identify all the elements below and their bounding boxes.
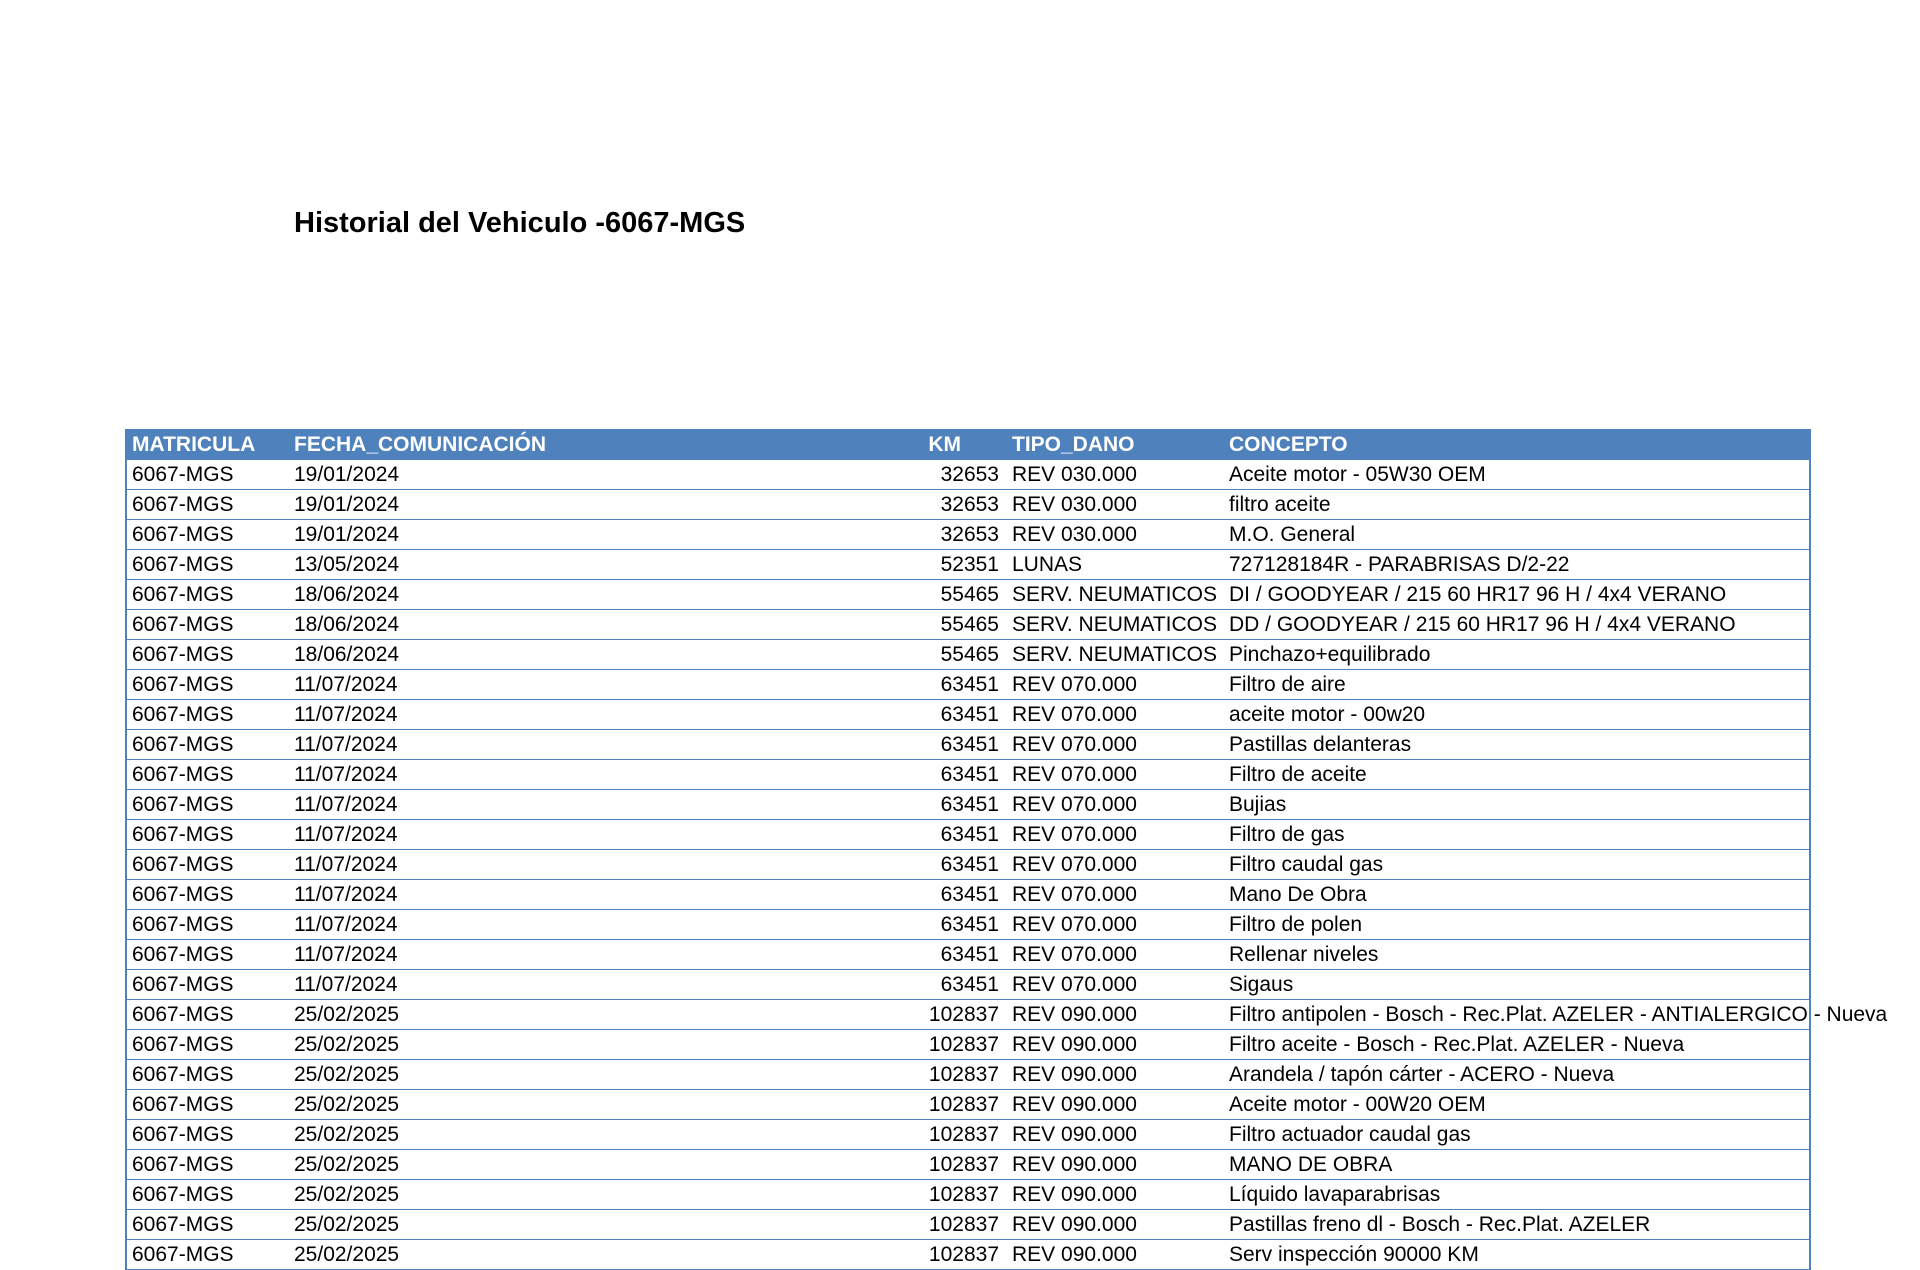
matricula-cell: 6067-MGS [126, 670, 289, 700]
km-cell: 32653 [723, 460, 1007, 490]
table-row [126, 1030, 1810, 1060]
concepto-cell: Filtro de aire [1224, 670, 1810, 700]
tipo-dano-cell: REV 090.000 [1007, 1240, 1224, 1270]
table-row [126, 670, 1810, 700]
concepto-cell: Bujias [1224, 790, 1810, 820]
concepto-cell: Mano De Obra [1224, 880, 1810, 910]
table-row [126, 880, 1810, 910]
km-cell: 102837 [723, 1120, 1007, 1150]
fecha-cell: 11/07/2024 [289, 940, 723, 970]
concepto-cell: Arandela / tapón cárter - ACERO - Nueva [1224, 1060, 1810, 1090]
matricula-cell: 6067-MGS [126, 610, 289, 640]
fecha-cell: 18/06/2024 [289, 580, 723, 610]
concepto-cell: Filtro actuador caudal gas [1224, 1120, 1810, 1150]
table-row [126, 1180, 1810, 1210]
fecha-cell: 11/07/2024 [289, 970, 723, 1000]
concepto-cell: DD / GOODYEAR / 215 60 HR17 96 H / 4x4 VERANO [1224, 610, 1810, 640]
table-row [126, 970, 1810, 1000]
matricula-cell: 6067-MGS [126, 580, 289, 610]
header-concepto: CONCEPTO [1224, 430, 1810, 460]
matricula-cell: 6067-MGS [126, 1090, 289, 1120]
table-row [126, 700, 1810, 730]
fecha-cell: 11/07/2024 [289, 670, 723, 700]
fecha-cell: 11/07/2024 [289, 700, 723, 730]
tipo-dano-cell: LUNAS [1007, 550, 1224, 580]
fecha-cell: 25/02/2025 [289, 1240, 723, 1270]
matricula-cell: 6067-MGS [126, 1030, 289, 1060]
concepto-cell: M.O. General [1224, 520, 1810, 550]
matricula-cell: 6067-MGS [126, 550, 289, 580]
table-row [126, 1210, 1810, 1240]
table-row [126, 1120, 1810, 1150]
fecha-cell: 25/02/2025 [289, 1120, 723, 1150]
fecha-cell: 11/07/2024 [289, 790, 723, 820]
table-row [126, 1060, 1810, 1090]
matricula-cell: 6067-MGS [126, 1150, 289, 1180]
matricula-cell: 6067-MGS [126, 700, 289, 730]
km-cell: 63451 [723, 850, 1007, 880]
header-tipo-dano: TIPO_DANO [1007, 430, 1224, 460]
fecha-cell: 25/02/2025 [289, 1210, 723, 1240]
table-row [126, 850, 1810, 880]
matricula-cell: 6067-MGS [126, 910, 289, 940]
fecha-cell: 25/02/2025 [289, 1000, 723, 1030]
table-row [126, 1150, 1810, 1180]
concepto-cell: Filtro caudal gas [1224, 850, 1810, 880]
km-cell: 102837 [723, 1090, 1007, 1120]
concepto-cell: Filtro de polen [1224, 910, 1810, 940]
tipo-dano-cell: SERV. NEUMATICOS [1007, 580, 1224, 610]
matricula-cell: 6067-MGS [126, 880, 289, 910]
matricula-cell: 6067-MGS [126, 820, 289, 850]
concepto-cell: Rellenar niveles [1224, 940, 1810, 970]
matricula-cell: 6067-MGS [126, 1240, 289, 1270]
tipo-dano-cell: REV 090.000 [1007, 1180, 1224, 1210]
header-fecha-comunicacion: FECHA_COMUNICACIÓN [289, 430, 723, 460]
concepto-cell: aceite motor - 00w20 [1224, 700, 1810, 730]
table-row [126, 550, 1810, 580]
fecha-cell: 19/01/2024 [289, 490, 723, 520]
matricula-cell: 6067-MGS [126, 790, 289, 820]
vehicle-history-table [125, 429, 1888, 1270]
concepto-cell: Pinchazo+equilibrado [1224, 640, 1810, 670]
tipo-dano-cell: REV 070.000 [1007, 880, 1224, 910]
table-body [126, 460, 1888, 1270]
table-row [126, 1000, 1810, 1030]
km-cell: 102837 [723, 1000, 1007, 1030]
concepto-cell: Sigaus [1224, 970, 1810, 1000]
table-row [126, 490, 1810, 520]
concepto-cell: Filtro de gas [1224, 820, 1810, 850]
concepto-cell: DI / GOODYEAR / 215 60 HR17 96 H / 4x4 VERANO [1224, 580, 1810, 610]
tipo-dano-cell: REV 090.000 [1007, 1150, 1224, 1180]
km-cell: 63451 [723, 790, 1007, 820]
fecha-cell: 11/07/2024 [289, 850, 723, 880]
tipo-dano-cell: REV 090.000 [1007, 1090, 1224, 1120]
fecha-cell: 18/06/2024 [289, 610, 723, 640]
tipo-dano-cell: REV 070.000 [1007, 790, 1224, 820]
tipo-dano-cell: REV 070.000 [1007, 760, 1224, 790]
matricula-cell: 6067-MGS [126, 460, 289, 490]
tipo-dano-cell: REV 090.000 [1007, 1030, 1224, 1060]
header-row [126, 430, 1810, 460]
concepto-cell: Serv inspección 90000 KM [1224, 1240, 1810, 1270]
matricula-cell: 6067-MGS [126, 1000, 289, 1030]
tipo-dano-cell: REV 090.000 [1007, 1210, 1224, 1240]
fecha-cell: 18/06/2024 [289, 640, 723, 670]
header-matricula: MATRICULA [126, 430, 289, 460]
km-cell: 63451 [723, 760, 1007, 790]
km-cell: 52351 [723, 550, 1007, 580]
table-row [126, 790, 1810, 820]
tipo-dano-cell: REV 070.000 [1007, 730, 1224, 760]
table-row [126, 640, 1810, 670]
fecha-cell: 11/07/2024 [289, 880, 723, 910]
tipo-dano-cell: REV 090.000 [1007, 1120, 1224, 1150]
fecha-cell: 25/02/2025 [289, 1150, 723, 1180]
table-row [126, 910, 1810, 940]
table-row [126, 760, 1810, 790]
km-cell: 55465 [723, 580, 1007, 610]
fecha-cell: 25/02/2025 [289, 1180, 723, 1210]
matricula-cell: 6067-MGS [126, 1210, 289, 1240]
concepto-cell: filtro aceite [1224, 490, 1810, 520]
tipo-dano-cell: SERV. NEUMATICOS [1007, 610, 1224, 640]
table-row [126, 940, 1810, 970]
concepto-cell: Pastillas freno dl - Bosch - Rec.Plat. AZELER [1224, 1210, 1810, 1240]
concepto-cell: Filtro antipolen - Bosch - Rec.Plat. AZELER - ANTIALERGICO - Nueva [1224, 1000, 1810, 1030]
table-row [126, 610, 1810, 640]
page-title: Historial del Vehiculo -6067-MGS [294, 207, 746, 239]
fecha-cell: 19/01/2024 [289, 520, 723, 550]
km-cell: 102837 [723, 1240, 1007, 1270]
tipo-dano-cell: REV 070.000 [1007, 940, 1224, 970]
km-cell: 63451 [723, 820, 1007, 850]
fecha-cell: 19/01/2024 [289, 460, 723, 490]
header-km: KM [723, 430, 1007, 460]
fecha-cell: 11/07/2024 [289, 820, 723, 850]
km-cell: 102837 [723, 1210, 1007, 1240]
fecha-cell: 25/02/2025 [289, 1090, 723, 1120]
tipo-dano-cell: REV 070.000 [1007, 970, 1224, 1000]
km-cell: 32653 [723, 520, 1007, 550]
matricula-cell: 6067-MGS [126, 490, 289, 520]
km-cell: 63451 [723, 700, 1007, 730]
table-row [126, 520, 1810, 550]
km-cell: 102837 [723, 1180, 1007, 1210]
km-cell: 32653 [723, 490, 1007, 520]
tipo-dano-cell: REV 070.000 [1007, 910, 1224, 940]
concepto-cell: Filtro de aceite [1224, 760, 1810, 790]
fecha-cell: 11/07/2024 [289, 760, 723, 790]
matricula-cell: 6067-MGS [126, 850, 289, 880]
tipo-dano-cell: REV 070.000 [1007, 820, 1224, 850]
km-cell: 63451 [723, 910, 1007, 940]
table-row [126, 1240, 1810, 1270]
matricula-cell: 6067-MGS [126, 1060, 289, 1090]
km-cell: 63451 [723, 970, 1007, 1000]
tipo-dano-cell: REV 070.000 [1007, 670, 1224, 700]
tipo-dano-cell: REV 090.000 [1007, 1000, 1224, 1030]
matricula-cell: 6067-MGS [126, 760, 289, 790]
matricula-cell: 6067-MGS [126, 1180, 289, 1210]
table-row [126, 730, 1810, 760]
table-row [126, 820, 1810, 850]
fecha-cell: 25/02/2025 [289, 1030, 723, 1060]
matricula-cell: 6067-MGS [126, 1120, 289, 1150]
km-cell: 102837 [723, 1150, 1007, 1180]
matricula-cell: 6067-MGS [126, 730, 289, 760]
km-cell: 102837 [723, 1030, 1007, 1060]
fecha-cell: 13/05/2024 [289, 550, 723, 580]
concepto-cell: MANO DE OBRA [1224, 1150, 1810, 1180]
matricula-cell: 6067-MGS [126, 970, 289, 1000]
table-row [126, 1090, 1810, 1120]
matricula-cell: 6067-MGS [126, 520, 289, 550]
km-cell: 63451 [723, 940, 1007, 970]
tipo-dano-cell: REV 070.000 [1007, 700, 1224, 730]
concepto-cell: 727128184R - PARABRISAS D/2-22 [1224, 550, 1810, 580]
concepto-cell: Aceite motor - 05W30 OEM [1224, 460, 1810, 490]
km-cell: 63451 [723, 670, 1007, 700]
concepto-cell: Pastillas delanteras [1224, 730, 1810, 760]
table-row [126, 460, 1810, 490]
matricula-cell: 6067-MGS [126, 640, 289, 670]
tipo-dano-cell: SERV. NEUMATICOS [1007, 640, 1224, 670]
concepto-cell: Filtro aceite - Bosch - Rec.Plat. AZELER - Nueva [1224, 1030, 1810, 1060]
tipo-dano-cell: REV 030.000 [1007, 460, 1224, 490]
km-cell: 63451 [723, 880, 1007, 910]
fecha-cell: 11/07/2024 [289, 730, 723, 760]
table-row [126, 580, 1810, 610]
km-cell: 102837 [723, 1060, 1007, 1090]
km-cell: 55465 [723, 640, 1007, 670]
tipo-dano-cell: REV 070.000 [1007, 850, 1224, 880]
concepto-cell: Aceite motor - 00W20 OEM [1224, 1090, 1810, 1120]
tipo-dano-cell: REV 090.000 [1007, 1060, 1224, 1090]
tipo-dano-cell: REV 030.000 [1007, 520, 1224, 550]
fecha-cell: 25/02/2025 [289, 1060, 723, 1090]
table-header [126, 430, 1810, 460]
fecha-cell: 11/07/2024 [289, 910, 723, 940]
km-cell: 55465 [723, 610, 1007, 640]
matricula-cell: 6067-MGS [126, 940, 289, 970]
tipo-dano-cell: REV 030.000 [1007, 490, 1224, 520]
concepto-cell: Líquido lavaparabrisas [1224, 1180, 1810, 1210]
km-cell: 63451 [723, 730, 1007, 760]
